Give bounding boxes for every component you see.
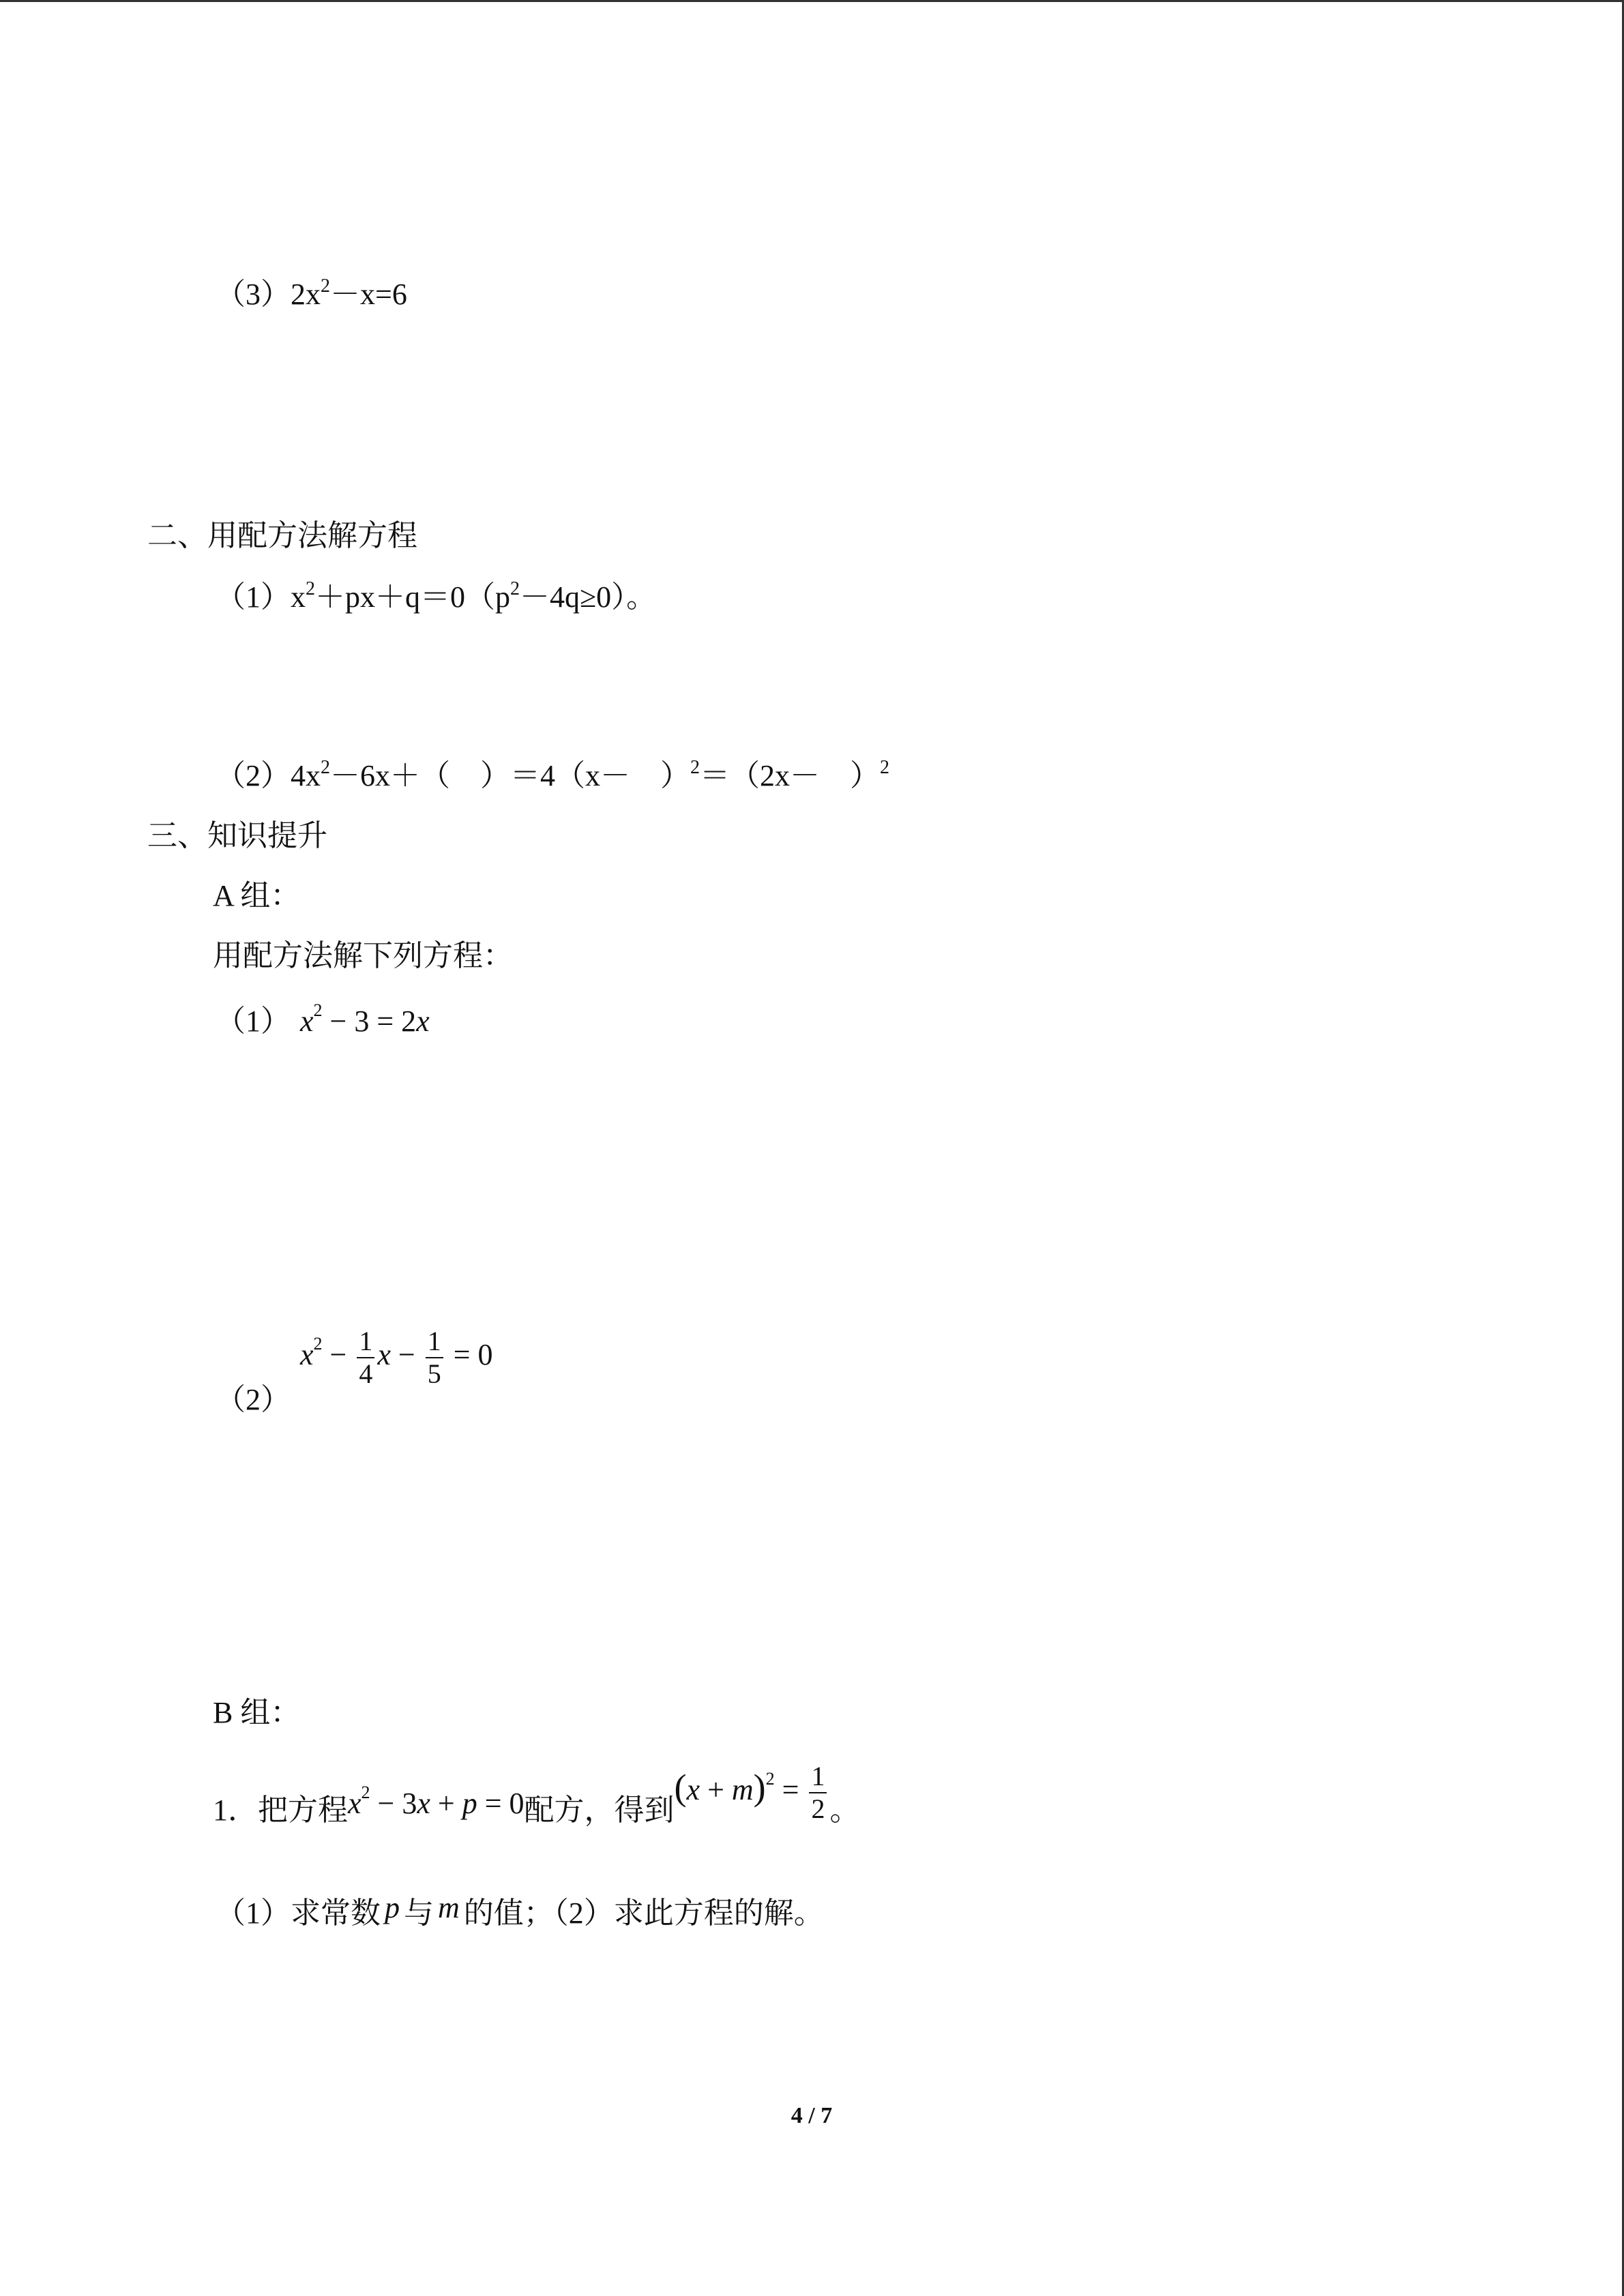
b1-eq-x2: x bbox=[417, 1787, 430, 1821]
item-2-sup1: 2 bbox=[321, 757, 330, 778]
a2-sup: 2 bbox=[313, 1334, 323, 1354]
section-2-title: 二、用配方法解方程 bbox=[147, 519, 417, 552]
b1-eq-rest3: = 0 bbox=[477, 1787, 525, 1821]
b1-eq-p: p bbox=[462, 1787, 477, 1821]
a2-minus-1: − bbox=[322, 1338, 355, 1372]
problem-3 bbox=[216, 275, 407, 311]
frac-2-denominator: 5 bbox=[427, 1358, 441, 1389]
item-2-sup2: 2 bbox=[690, 757, 700, 778]
group-b-title: B 组： bbox=[213, 1696, 301, 1729]
item-2-label: （2） bbox=[216, 759, 291, 792]
item-1-sup2: 2 bbox=[510, 578, 520, 599]
a2-minus-2: − bbox=[390, 1338, 423, 1372]
b1-res-m: m bbox=[731, 1773, 754, 1807]
section-2-item-2 bbox=[216, 757, 889, 792]
frac-3-numerator: 1 bbox=[809, 1761, 827, 1793]
b1-eq-sup: 2 bbox=[361, 1783, 370, 1803]
problem-3-label: （3） bbox=[216, 278, 291, 311]
frac-1-numerator: 1 bbox=[357, 1326, 374, 1358]
page-number: 4 / 7 bbox=[791, 2103, 833, 2128]
a2-x: x bbox=[300, 1338, 314, 1372]
item-1-label: （1） bbox=[216, 580, 291, 614]
b1-res-plus: + bbox=[700, 1773, 732, 1807]
group-a-instruction: 用配方法解下列方程： bbox=[213, 939, 513, 972]
fraction-one-fifth bbox=[426, 1326, 443, 1390]
b1-eq-x: x bbox=[348, 1787, 361, 1821]
item-2-a: 4x bbox=[291, 759, 321, 792]
b1-res-eq: = bbox=[774, 1773, 807, 1807]
section-2-item-1 bbox=[216, 578, 657, 614]
a2-eq: = 0 bbox=[445, 1338, 493, 1372]
group-b-question-1 bbox=[213, 1761, 860, 1828]
a1-sup: 2 bbox=[313, 1000, 323, 1020]
item-2-c: ＝（2x－ ） bbox=[700, 759, 880, 792]
item-1-post: －4q≥0）。 bbox=[520, 580, 657, 614]
group-a-problem-2 bbox=[216, 1326, 493, 1415]
a1-label: （1） bbox=[216, 1004, 291, 1038]
b1-sub-c: 的值；（2）求此方程的解。 bbox=[463, 1896, 824, 1930]
fraction-one-half bbox=[809, 1761, 827, 1825]
b1-lead: 1．把方程 bbox=[213, 1793, 348, 1828]
b1-equation bbox=[348, 1783, 525, 1821]
b1-mid: 配方，得到 bbox=[524, 1793, 675, 1828]
frac-1-denominator: 4 bbox=[359, 1358, 373, 1389]
b1-res-close: ) bbox=[753, 1767, 766, 1808]
b1-sub-p: p bbox=[385, 1891, 400, 1924]
a1-rest: − 3 = 2 bbox=[322, 1004, 417, 1038]
b1-res-sup: 2 bbox=[765, 1769, 775, 1789]
section-3-title: 三、知识提升 bbox=[147, 819, 327, 852]
a1-x: x bbox=[300, 1004, 314, 1038]
group-a-problem-1 bbox=[216, 1000, 430, 1038]
group-a-title: A 组： bbox=[213, 879, 301, 912]
b1-result bbox=[675, 1761, 830, 1825]
b1-end: 。 bbox=[829, 1793, 860, 1828]
b1-sub-a: （1）求常数 bbox=[216, 1896, 381, 1930]
b1-eq-rest2: + bbox=[430, 1787, 462, 1821]
item-1-sup1: 2 bbox=[306, 578, 315, 599]
a2-label: （2） bbox=[216, 1383, 291, 1417]
a2-x2: x bbox=[377, 1338, 391, 1372]
top-border bbox=[0, 0, 1624, 2]
item-2-b: －6x＋（ ）＝4（x－ ） bbox=[330, 759, 690, 792]
frac-3-denominator: 2 bbox=[811, 1793, 825, 1824]
problem-3-eq-post: －x=6 bbox=[330, 278, 407, 311]
item-2-sup3: 2 bbox=[880, 757, 889, 778]
b1-res-open: ( bbox=[674, 1767, 687, 1808]
frac-2-numerator: 1 bbox=[426, 1326, 443, 1358]
fraction-one-quarter bbox=[357, 1326, 374, 1390]
item-1-pre: x bbox=[291, 580, 306, 614]
group-b-question-1-sub bbox=[216, 1893, 824, 1928]
b1-sub-b: 与 bbox=[404, 1896, 434, 1930]
a1-x2: x bbox=[416, 1004, 430, 1038]
b1-sub-m: m bbox=[438, 1891, 460, 1924]
item-1-mid: ＋px＋q＝0（p bbox=[315, 580, 510, 614]
problem-3-eq-pre: 2x bbox=[291, 278, 321, 311]
b1-res-x: x bbox=[686, 1773, 700, 1807]
b1-eq-rest1: − 3 bbox=[370, 1787, 417, 1821]
problem-3-sup: 2 bbox=[321, 275, 330, 297]
